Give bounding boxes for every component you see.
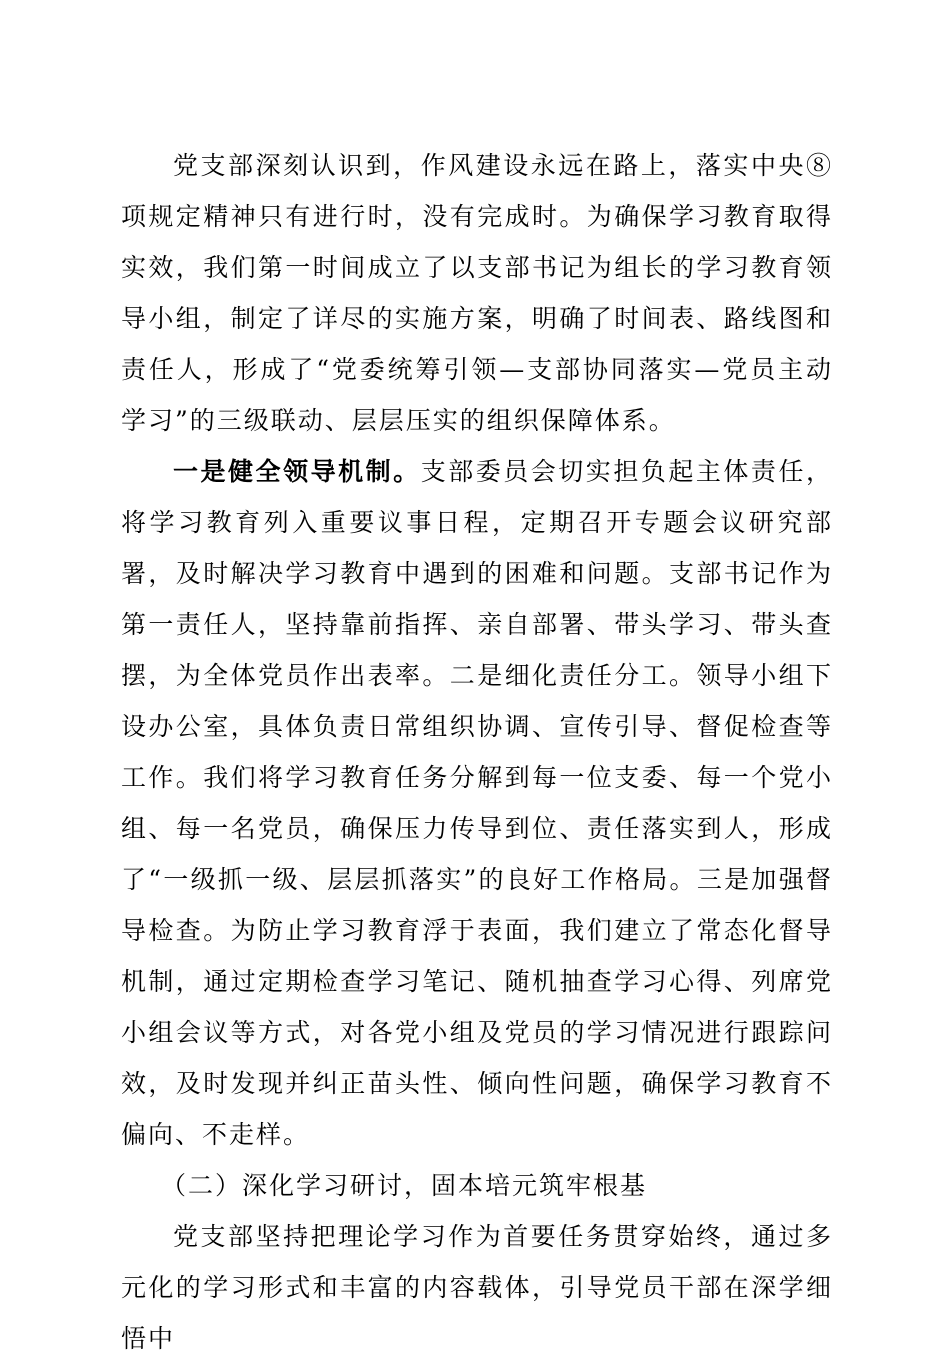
paragraph-study-text: 党支部坚持把理论学习作为首要任务贯穿始终，通过多元化的学习形式和丰富的内容载体，引导党员干部在深学细悟中 <box>121 1222 833 1353</box>
document-body <box>121 140 833 1364</box>
section-heading: （二）深化学习研讨，固本培元筑牢根基 <box>161 1171 648 1200</box>
paragraph-leadership-mechanism <box>121 446 833 1160</box>
paragraph-study <box>121 1211 833 1364</box>
paragraph-organization-text: 党支部深刻认识到，作风建设永远在路上，落实中央⑧项规定精神只有进行时，没有完成时。为确保学习教育取得实效，我们第一时间成立了以支部书记为组长的学习教育领导小组，制定了详尽的实施方案，明确了时间表、路线图和责任人，形成了“党委统筹引领—支部协同落实—党员主动学习”的三级联动、层层压实的组织保障体系。 <box>121 151 833 435</box>
paragraph-lead-heading: 一是健全领导机制。 <box>173 457 421 486</box>
paragraph-leadership-text: 支部委员会切实担负起主体责任，将学习教育列入重要议事日程，定期召开专题会议研究部署，及时解决学习教育中遇到的困难和问题。支部书记作为第一责任人，坚持靠前指挥、亲自部署、带头学习、带头查摆，为全体党员作出表率。二是细化责任分工。领导小组下设办公室，具体负责日常组织协调、宣传引导、督促检查等工作。我们将学习教育任务分解到每一位支委、每一个党小组、每一名党员，确保压力传导到位、责任落实到人，形成了“一级抓一级、层层抓落实”的良好工作格局。三是加强督导检查。为防止学习教育浮于表面，我们建立了常态化督导机制，通过定期检查学习笔记、随机抽查学习心得、列席党小组会议等方式，对各党小组及党员的学习情况进行跟踪问效，及时发现并纠正苗头性、倾向性问题，确保学习教育不偏向、不走样。 <box>121 457 833 1149</box>
paragraph-organization <box>121 140 833 446</box>
